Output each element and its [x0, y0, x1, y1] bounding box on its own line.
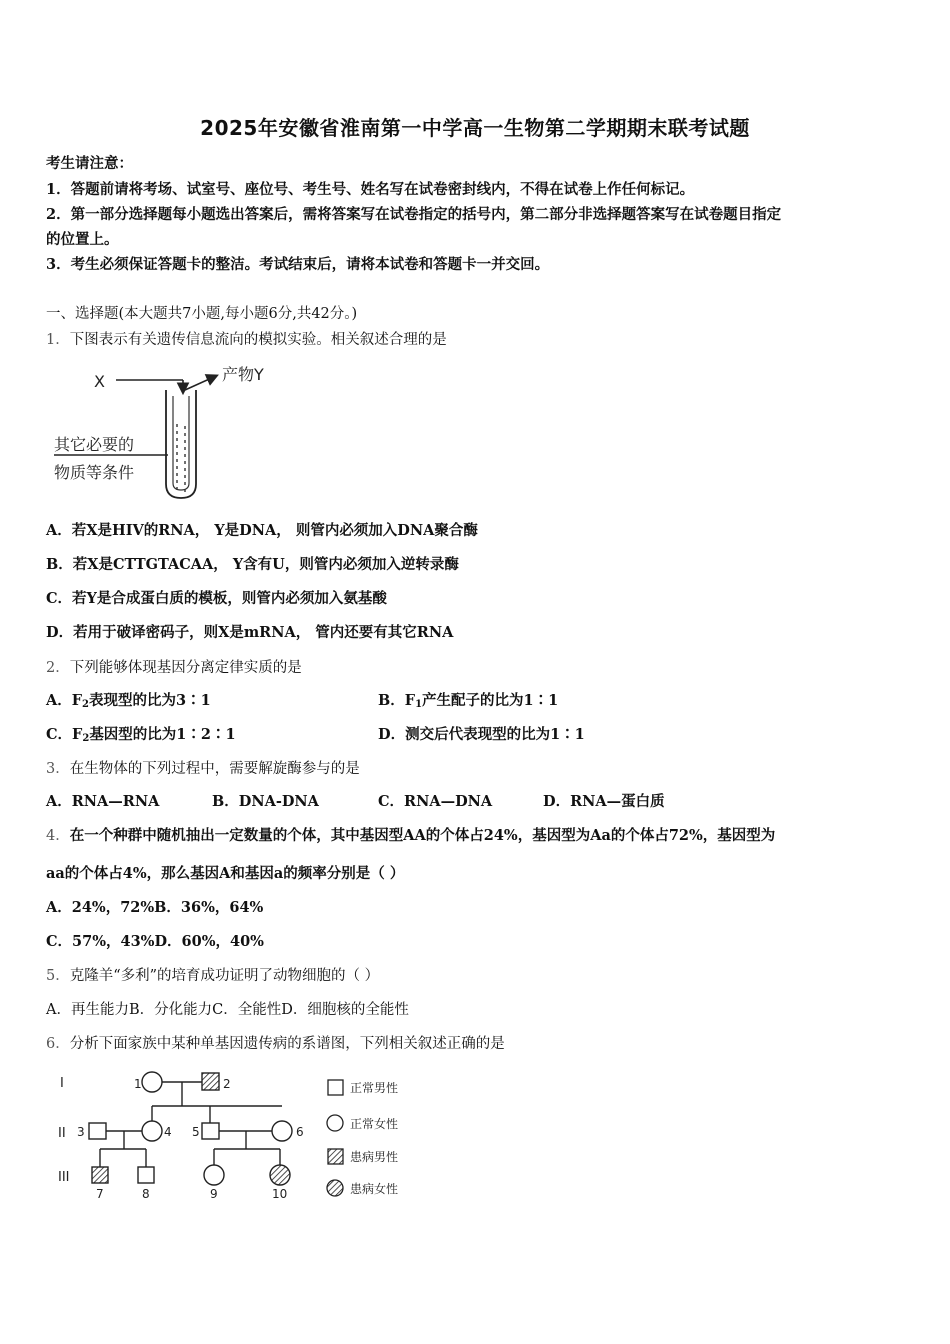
q4-options-line-1: A．24%，72%B．36%，64%	[46, 899, 264, 916]
generation-label-1: I	[60, 1076, 64, 1091]
individual-label-4: 4	[164, 1125, 172, 1139]
section-heading: 一、选择题(本大题共7小题,每小题6分,共42分。)	[46, 306, 358, 322]
legend-affected-male-symbol	[328, 1149, 343, 1164]
x-label: X	[94, 372, 105, 391]
legend-affected-male: 患病男性	[350, 1150, 399, 1164]
conditions-line-1: 其它必要的	[54, 435, 135, 454]
individual-5-normal-male	[202, 1123, 219, 1139]
question-6-number: 6．	[46, 1036, 70, 1052]
q3-option-c: C．RNA—DNA	[378, 793, 493, 810]
q3-option-b: B．DNA-DNA	[212, 793, 319, 810]
individual-1-normal-female	[142, 1072, 162, 1092]
page-title: 2025年安徽省淮南第一中学高一生物第二学期期末联考试题	[200, 116, 750, 140]
q3-option-a: A．RNA—RNA	[46, 793, 160, 810]
question-5-stem	[46, 964, 379, 985]
individual-3-normal-male	[89, 1123, 106, 1139]
individual-9-normal-female	[204, 1165, 224, 1185]
question-6-stem	[46, 1032, 505, 1053]
conditions-line-2: 物质等条件	[54, 463, 135, 482]
individual-8-normal-male	[138, 1167, 154, 1183]
individual-4-normal-female	[142, 1121, 162, 1141]
individual-label-2: 2	[223, 1077, 231, 1091]
question-4-stem-line-2: aa的个体占4%，那么基因A和基因a的频率分别是（ ）	[46, 865, 405, 882]
individual-label-7: 7	[96, 1187, 104, 1201]
individual-label-6: 6	[296, 1125, 304, 1139]
individual-label-9: 9	[210, 1187, 218, 1201]
question-1-text: 下图表示有关遗传信息流向的模拟实验。相关叙述合理的是	[69, 332, 447, 348]
generation-label-3: III	[58, 1170, 70, 1185]
question-5-text: 克隆羊“多利”的培育成功证明了动物细胞的（ ）	[69, 968, 380, 984]
individual-10-affected-female	[270, 1165, 290, 1185]
question-2-stem	[46, 656, 302, 677]
legend-normal-female: 正常女性	[350, 1117, 399, 1131]
q2-option-d: D．测交后代表现型的比为1∶1	[378, 726, 585, 743]
product-y-label: 产物Y	[222, 365, 264, 384]
individual-label-8: 8	[142, 1187, 150, 1201]
legend-affected-female-symbol	[327, 1180, 343, 1196]
q1-option-c: C．若Y是合成蛋白质的模板，则管内必须加入氨基酸	[46, 590, 387, 607]
question-1-number: 1．	[46, 332, 70, 348]
question-3-stem	[46, 757, 360, 778]
notice-item-1: 1．答题前请将考场、试室号、座位号、考生号、姓名写在试卷密封线内，不得在试卷上作任何标记。	[46, 181, 695, 198]
generation-label-2: II	[58, 1126, 66, 1141]
pedigree-chart	[50, 1062, 420, 1204]
question-4-text: 在一个种群中随机抽出一定数量的个体，其中基因型AA的个体占24%，基因型为Aa的个体占72%，基因型为	[69, 827, 776, 844]
q2-option-b: B．$F_1$产生配子的比为1∶1	[378, 692, 559, 710]
question-2-text: 下列能够体现基因分离定律实质的是	[69, 660, 302, 676]
q4-options-line-2: C．57%，43%D．60%，40%	[46, 933, 264, 950]
question-2-number: 2．	[46, 660, 70, 676]
question-1-stem	[46, 328, 447, 349]
notice-item-2-cont: 的位置上。	[46, 231, 119, 248]
individual-label-5: 5	[192, 1125, 200, 1139]
individual-6-normal-female	[272, 1121, 292, 1141]
notice-heading: 考生请注意：	[46, 155, 133, 172]
q2-option-c: C．$F_2$基因型的比为1∶2∶1	[46, 726, 236, 744]
question-3-text: 在生物体的下列过程中，需要解旋酶参与的是	[69, 761, 360, 777]
q2-option-a: A．$F_2$表现型的比为3∶1	[46, 692, 211, 710]
legend-normal-male-symbol	[328, 1080, 343, 1095]
individual-label-1: 1	[134, 1077, 142, 1091]
individual-label-10: 10	[272, 1187, 288, 1201]
question-4-number: 4．	[46, 828, 70, 844]
q1-option-d: D．若用于破译密码子，则X是mRNA， 管内还要有其它RNA	[46, 624, 454, 641]
legend-normal-female-symbol	[327, 1115, 343, 1131]
legend-affected-female: 患病女性	[350, 1182, 399, 1196]
question-3-number: 3．	[46, 761, 70, 777]
q1-option-b: B．若X是CTTGTACAA， Y含有U，则管内必须加入逆转录酶	[46, 556, 459, 573]
individual-label-3: 3	[77, 1125, 85, 1139]
test-tube-figure	[50, 356, 300, 506]
legend-normal-male: 正常男性	[350, 1081, 399, 1095]
individual-7-affected-male	[92, 1167, 108, 1183]
question-4-stem-line-1	[46, 824, 775, 845]
notice-item-2: 2．第一部分选择题每小题选出答案后，需将答案写在试卷指定的括号内，第二部分非选择题答案写在试卷题目指定	[46, 206, 782, 223]
individual-2-affected-male	[202, 1073, 219, 1090]
notice-item-3: 3．考生必须保证答题卡的整洁。考试结束后，请将本试卷和答题卡一并交回。	[46, 256, 550, 273]
q1-option-a: A．若X是HIV的RNA， Y是DNA， 则管内必须加入DNA聚合酶	[46, 522, 478, 539]
question-6-text: 分析下面家族中某种单基因遗传病的系谱图，下列相关叙述正确的是	[69, 1036, 505, 1052]
question-5-number: 5．	[46, 968, 70, 984]
q5-options: A．再生能力B．分化能力C．全能性D．细胞核的全能性	[46, 1002, 409, 1018]
q3-option-d: D．RNA—蛋白质	[543, 793, 665, 810]
